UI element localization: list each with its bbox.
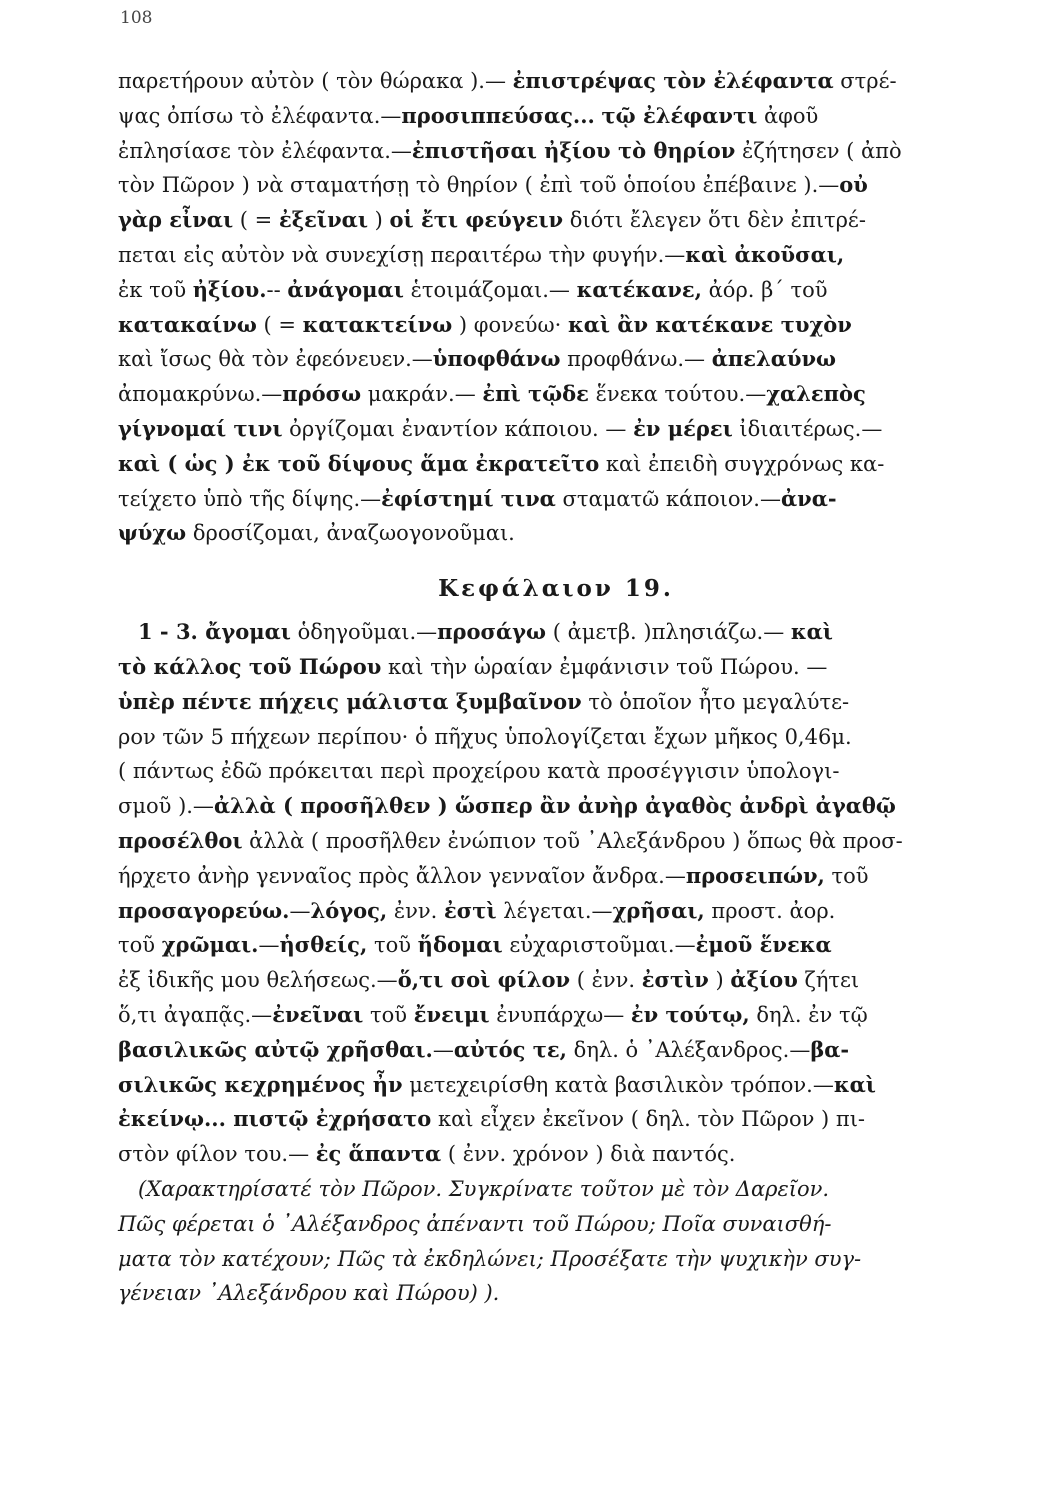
text-line <box>118 342 984 377</box>
bold-term: ἀξίου <box>730 967 798 993</box>
bold-term: ἀνα- <box>780 485 837 511</box>
gloss-text: εὐχαριστοῦμαι.— <box>502 933 696 958</box>
bold-term: σιλικῶς κεχρημένος ἦν <box>118 1071 403 1097</box>
gloss-text: — <box>289 898 311 923</box>
gloss-text: ὀργίζομαι ἐναντίον κάποιου. — <box>282 416 634 441</box>
gloss-text: — <box>432 1037 454 1062</box>
gloss-text: ) φονεύω· <box>452 312 568 337</box>
gloss-text: δροσίζομαι, ἀναζωογονοῦμαι. <box>186 521 515 546</box>
question-line: γένειαν ᾿Αλεξάνδρου καὶ Πώρου) ). <box>118 1281 500 1306</box>
gloss-text: ήρχετο ἀνὴρ γενναῖος πρὸς ἄλλον γενναῖον ἄνδρα.— <box>118 863 686 888</box>
bold-term: ἀλλὰ ( προσῆλθεν ) ὥσπερ ἂν ἀνὴρ ἀγαθὸς ἀνδρὶ ἀγαθῷ <box>213 793 896 819</box>
gloss-text: ἰδιαιτέρως.— <box>732 416 883 441</box>
gloss-text: σταματῶ κάποιον.— <box>555 486 781 511</box>
bold-term: λόγος, <box>310 897 388 923</box>
text-line <box>118 377 984 412</box>
gloss-text: ἐξ ἰδικῆς μου θελήσεως.— <box>118 968 398 993</box>
gloss-text: πεται εἰς αὐτὸν νὰ συνεχίσῃ περαιτέρω τὴν φυγήν.— <box>118 242 686 267</box>
bold-term: ὑποφθάνω <box>432 346 561 372</box>
bold-term: οὐ <box>839 172 868 198</box>
gloss-text: καὶ ἴσως θὰ τὸν ἐφεόνευεν.— <box>118 347 433 372</box>
bold-term: ἐπιστῆσαι ἠξίου τὸ θηρίον <box>411 137 736 163</box>
bold-term: χρῶμαι. <box>161 932 259 958</box>
gloss-text: καὶ τὴν ὡραίαν ἐμφάνισιν τοῦ Πώρου. — <box>381 654 828 679</box>
gloss-text: τοῦ <box>118 933 162 958</box>
gloss-text: ἐζήτησεν ( ἀπὸ <box>735 138 902 163</box>
text-line <box>118 789 984 824</box>
bold-term: ἄγομαι <box>205 619 291 645</box>
gloss-text: ἑτοιμάζομαι.— <box>403 277 577 302</box>
bold-term: ἐνεῖναι <box>272 1001 364 1027</box>
bold-term: προσάγω <box>437 619 547 645</box>
bold-term: ἐς ἅπαντα <box>315 1141 442 1167</box>
bold-term: ἐν τούτῳ, <box>630 1001 750 1027</box>
bold-term: ὑπὲρ πέντε πήχεις μάλιστα ξυμβαῖνον <box>118 688 582 714</box>
gloss-text: τὸν Πῶρον ) νὰ σταματήσῃ τὸ θηρίον ( ἐπὶ τοῦ ὁποίου ἐπέβαινε ).— <box>118 173 840 198</box>
gloss-text: ἀφοῦ <box>757 103 819 128</box>
bold-term: προσειπών, <box>685 862 825 888</box>
text-line <box>118 824 984 859</box>
gloss-text: μετεχειρίσθη κατὰ βασιλικὸν τρόπον.— <box>402 1072 834 1097</box>
bold-term: καὶ <box>790 619 833 645</box>
text-line <box>118 134 984 169</box>
text-line <box>118 1137 984 1172</box>
bold-term: τῷ ἐλέφαντι <box>601 102 758 128</box>
bold-term: ἀνάγομαι <box>287 276 404 302</box>
gloss-text: ὅ,τι ἀγαπᾷς.— <box>118 1002 273 1027</box>
text-line <box>118 720 984 755</box>
text-line <box>118 412 984 447</box>
text-line <box>118 203 984 238</box>
text-line <box>118 64 984 99</box>
text-line <box>118 516 984 551</box>
text-line <box>118 998 984 1033</box>
gloss-text: ἕνεκα τούτου.— <box>588 382 767 407</box>
bold-term: ἐκείνῳ... πιστῷ ἐχρήσατο <box>118 1106 432 1132</box>
gloss-text: προφθάνω.— <box>560 347 712 372</box>
gloss-text: ( ἐνν. χρόνον ) διὰ παντός. <box>441 1142 736 1167</box>
gloss-text: δηλ. ὁ ᾿Αλέξανδρος.— <box>567 1037 811 1062</box>
gloss-text: σμοῦ ).— <box>118 794 214 819</box>
bold-term: κατακτείνω <box>302 311 453 337</box>
bold-term: ἐμοῦ ἕνεκα <box>695 932 832 958</box>
bold-term: ἥδομαι <box>417 932 503 958</box>
text-line <box>118 273 984 308</box>
bold-term: ἐπὶ τῷδε <box>482 381 589 407</box>
bold-term: ἐν μέρει <box>633 415 733 441</box>
bold-term: καὶ ἂν κατέκανε τυχὸν <box>568 311 852 337</box>
bold-term: καὶ ( ὡς ) ἐκ τοῦ δίψους ἅμα ἐκρατεῖτο <box>118 450 600 476</box>
question-line: (Χαρακτηρίσατέ τὸν Πῶρον. Συγκρίνατε τοῦτον μὲ τὸν Δαρεῖον. <box>138 1176 830 1201</box>
gloss-text: ἐκ τοῦ <box>118 277 193 302</box>
gloss-text: ζήτει <box>797 968 860 993</box>
text-line <box>118 685 984 720</box>
text-line <box>118 894 984 929</box>
text-line <box>118 482 984 517</box>
text-line <box>118 168 984 203</box>
gloss-text: λέγεται.— <box>496 898 613 923</box>
page-text <box>118 64 984 1311</box>
gloss-text: τοῦ <box>363 1002 414 1027</box>
bold-term: ἀπελαύνω <box>711 346 837 372</box>
gloss-text: ) <box>367 208 390 233</box>
bold-term: ἔνειμι <box>413 1001 490 1027</box>
bold-term: ἡσθείς, <box>279 932 368 958</box>
vocabulary-paragraph-2 <box>118 615 984 1172</box>
gloss-text: ( ἐνν. <box>570 968 642 993</box>
bold-term: καὶ ἀκοῦσαι, <box>685 241 845 267</box>
question-line: Πῶς φέρεται ὁ ᾿Αλέξανδρος ἀπέναντι τοῦ Πώρου; Ποῖα συναισθή- <box>118 1211 832 1236</box>
text-line <box>118 447 984 482</box>
bold-term: χρῆσαι, <box>612 897 705 923</box>
gloss-text: δηλ. ἐν τῷ <box>749 1002 868 1027</box>
bold-term: ἠξίου. <box>192 276 267 302</box>
gloss-text: ἐνυπάρχω— <box>489 1002 631 1027</box>
bold-term: 1 - 3. <box>138 619 206 645</box>
gloss-text: τοῦ <box>367 933 418 958</box>
bold-term: ἐστὶ <box>444 897 497 923</box>
bold-term: ἐφίστημί τινα <box>381 485 556 511</box>
questions-paragraph <box>118 1172 984 1311</box>
bold-term: οἱ ἔτι φεύγειν <box>389 207 564 233</box>
gloss-text: ( πάντως ἐδῶ πρόκειται περὶ προχείρου κατὰ προσέγγισιν ὑπολογι- <box>118 759 840 784</box>
gloss-text: στρέ- <box>833 69 897 93</box>
bold-term: κατακαίνω <box>118 311 257 337</box>
bold-term: προσαγορεύω. <box>118 897 290 923</box>
bold-term: καὶ <box>833 1071 876 1097</box>
gloss-text: τὸ ὁποῖον ἦτο μεγαλύτε- <box>581 689 850 714</box>
bold-term: γὰρ εἶναι <box>118 207 234 233</box>
gloss-text: διότι ἔλεγεν ὅτι δὲν ἐπιτρέ- <box>563 208 866 233</box>
page-number: 108 <box>120 8 153 28</box>
gloss-text <box>595 104 602 128</box>
gloss-text: τείχετο ὑπὸ τῆς δίψης.— <box>118 486 382 511</box>
gloss-text: ) <box>708 968 731 993</box>
bold-term: ἐξεῖναι <box>278 207 368 233</box>
text-line <box>118 928 984 963</box>
text-line <box>118 1068 984 1103</box>
gloss-text: προστ. ἀορ. <box>704 898 836 923</box>
bold-term: προσιππεύσας... <box>401 102 595 128</box>
bold-term: πρόσω <box>282 381 362 407</box>
bold-term: κατέκανε, <box>576 276 702 302</box>
gloss-text: τοῦ <box>824 863 869 888</box>
text-line <box>118 308 984 343</box>
gloss-text: ψας ὀπίσω τὸ ἐλέφαντα.— <box>118 103 402 128</box>
gloss-text: -- <box>266 277 288 302</box>
bold-term: ὅ,τι σοὶ φίλον <box>397 967 571 993</box>
text-line <box>118 754 984 789</box>
gloss-text: ρον τῶν 5 πήχεων περίπου· ὁ πῆχυς ὑπολογίζεται ἔχων μῆκος 0,46μ. <box>118 724 852 749</box>
question-line: ματα τὸν κατέχουν; Πῶς τὰ ἐκδηλώνει; Προσέξατε τὴν ψυχικὴν συγ- <box>118 1246 862 1271</box>
gloss-text: ( ἀμετβ. )πλησιάζω.— <box>546 620 791 645</box>
gloss-text: μακράν.— <box>361 382 483 407</box>
chapter-heading: Κεφάλαιον 19. <box>438 575 674 603</box>
bold-term: ψύχω <box>118 520 187 546</box>
bold-term: βα- <box>810 1036 850 1062</box>
bold-term: ἐστὶν <box>641 967 709 993</box>
gloss-text: καὶ εἶχεν ἐκεῖνον ( δηλ. τὸν Πῶρον ) πι- <box>431 1107 866 1132</box>
gloss-text: ἀπομακρύνω.— <box>118 382 283 407</box>
vocabulary-paragraph-1 <box>118 64 984 551</box>
gloss-text: ( = <box>233 208 279 233</box>
text-line <box>118 650 984 685</box>
text-line <box>118 859 984 894</box>
gloss-text: στὸν φίλον του.— <box>118 1142 316 1167</box>
bold-term: ἐπιστρέψας τὸν ἐλέφαντα <box>512 68 834 93</box>
text-line <box>118 963 984 998</box>
bold-term: βασιλικῶς αὐτῷ χρῆσθαι. <box>118 1036 433 1062</box>
bold-term: χαλεπὸς <box>766 381 866 407</box>
gloss-text: ὁδηγοῦμαι.— <box>290 620 438 645</box>
bold-term: τὸ κάλλος τοῦ Πώρου <box>118 653 382 679</box>
bold-term: γίγνομαί τινι <box>118 415 283 441</box>
text-line <box>118 1102 984 1137</box>
text-line <box>118 99 984 134</box>
gloss-text: καὶ ἐπειδὴ συγχρόνως κα- <box>599 451 885 476</box>
gloss-text: ἐπλησίασε τὸν ἐλέφαντα.— <box>118 138 412 163</box>
gloss-text: ἀόρ. β΄ τοῦ <box>701 277 828 302</box>
bold-term: αὐτός τε, <box>453 1036 567 1062</box>
gloss-text: — <box>258 933 280 958</box>
bold-term: προσέλθοι <box>118 827 243 853</box>
gloss-text: παρετήρουν αὐτὸν ( τὸν θώρακα ).— <box>118 69 513 93</box>
gloss-text: ἐνν. <box>387 898 444 923</box>
gloss-text: ( = <box>256 312 303 337</box>
gloss-text: ἀλλὰ ( προσῆλθεν ἐνώπιον τοῦ ᾿Αλεξάνδρου ) ὅπως θὰ προσ- <box>242 828 903 853</box>
text-line <box>118 1033 984 1068</box>
text-line <box>118 238 984 273</box>
text-line <box>118 615 984 650</box>
